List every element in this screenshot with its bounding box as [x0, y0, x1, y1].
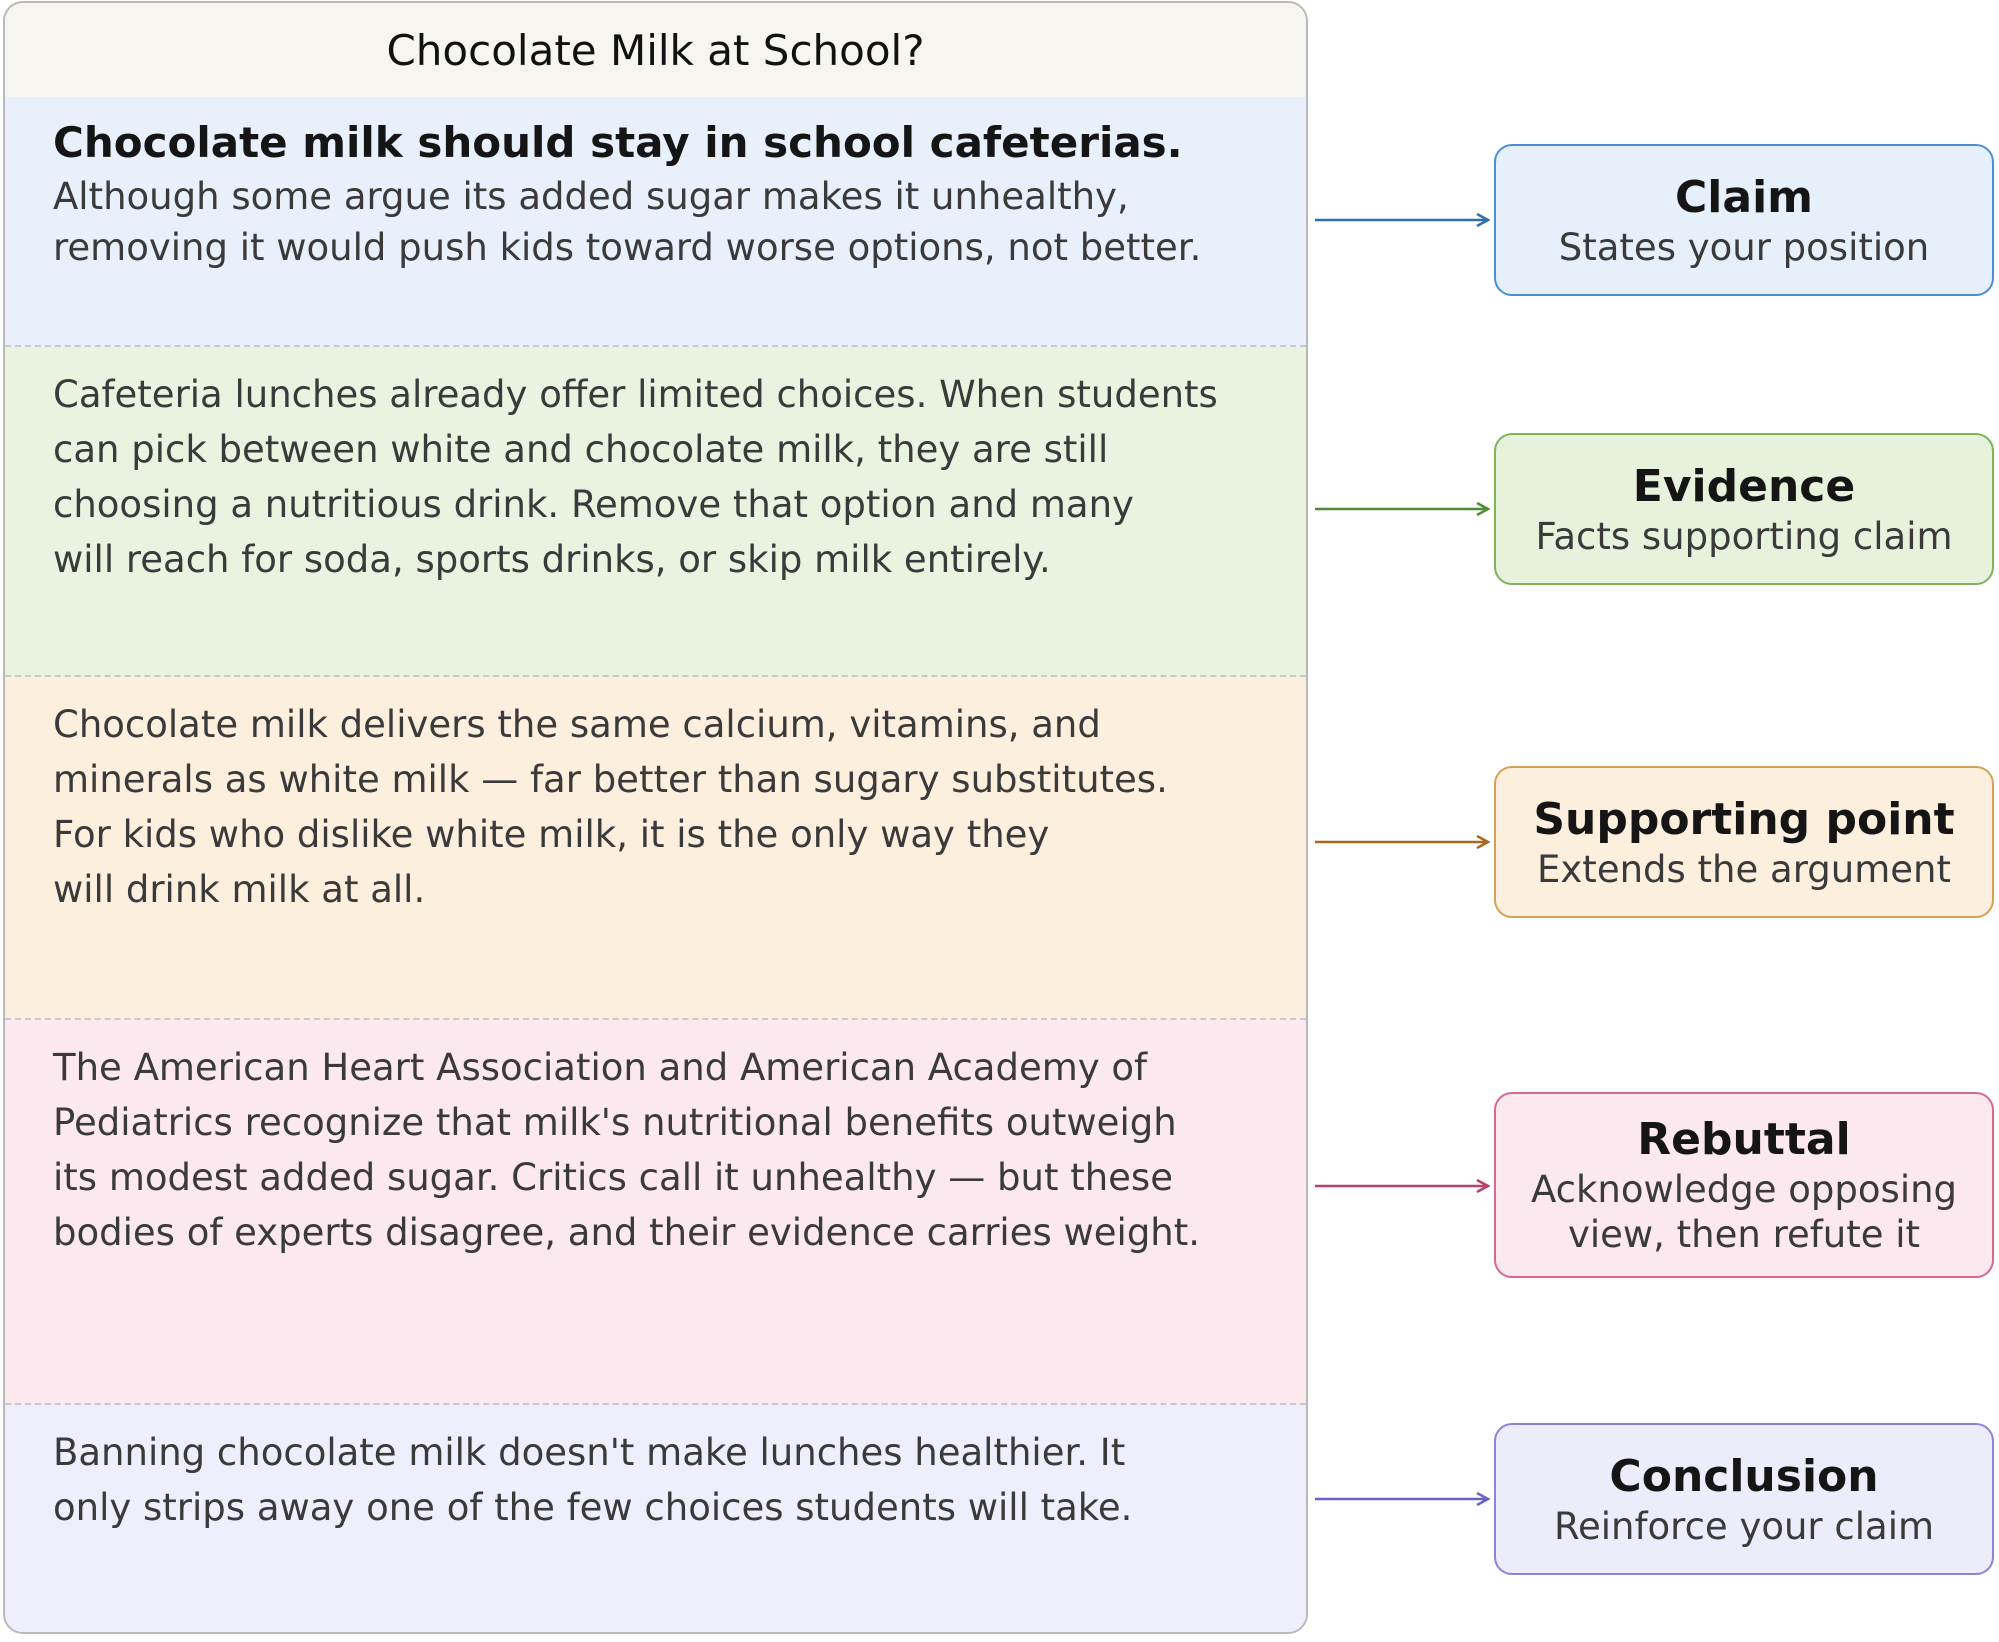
rebuttal-text: The American Heart Association and American Academy of Pediatrics recognize that milk's nutritional benefits outweigh its modest added sugar. Critics call it unhealthy — but these bodies of experts disagree, and their evidence carries weight.: [53, 1046, 1201, 1254]
conclusion-text: Banning chocolate milk doesn't make lunches healthier. It only strips away one of the few choices students will take.: [53, 1431, 1133, 1529]
claim-text: Although some argue its added sugar makes it unhealthy, removing it would push kids toward worse options, not better.: [53, 175, 1202, 269]
evidence-text: Cafeteria lunches already offer limited choices. When students can pick between white and chocolate milk, they are still choosing a nutritious drink. Remove that option and many will reach for soda, sports drinks, or skip milk entirely.: [53, 373, 1218, 581]
label-supporting-point-desc: Extends the argument: [1537, 847, 1951, 891]
label-claim: [1494, 144, 1994, 296]
label-rebuttal-title: Rebuttal: [1637, 1114, 1851, 1165]
section-claim: [5, 97, 1306, 347]
label-claim-title: Claim: [1675, 171, 1813, 223]
thesis-statement: Chocolate milk should stay in school cafeterias.: [53, 118, 1183, 167]
label-conclusion-desc: Reinforce your claim: [1553, 1504, 1935, 1548]
label-rebuttal-desc: Acknowledge opposing view, then refute it: [1530, 1168, 1958, 1256]
section-conclusion: [5, 1405, 1306, 1634]
label-rebuttal: [1494, 1092, 1994, 1278]
label-conclusion-title: Conclusion: [1609, 1450, 1879, 1502]
label-supporting-point-title: Supporting point: [1533, 793, 1955, 845]
label-claim-desc: States your position: [1558, 225, 1930, 269]
label-supporting-point: [1494, 766, 1994, 918]
label-evidence-title: Evidence: [1632, 460, 1856, 512]
essay-title: Chocolate Milk at School?: [5, 3, 1306, 99]
label-evidence-desc: Facts supporting claim: [1535, 514, 1953, 558]
supporting-point-text: Chocolate milk delivers the same calcium, vitamins, and minerals as white milk — far better than sugary substitutes. For kids who dislike white milk, it is the only way they will drink milk at all.: [53, 703, 1168, 911]
section-rebuttal: [5, 1020, 1306, 1405]
section-supporting-point: [5, 677, 1306, 1020]
label-evidence: [1494, 433, 1994, 585]
essay-panel: [3, 1, 1308, 1634]
section-evidence: [5, 347, 1306, 677]
label-conclusion: [1494, 1423, 1994, 1575]
